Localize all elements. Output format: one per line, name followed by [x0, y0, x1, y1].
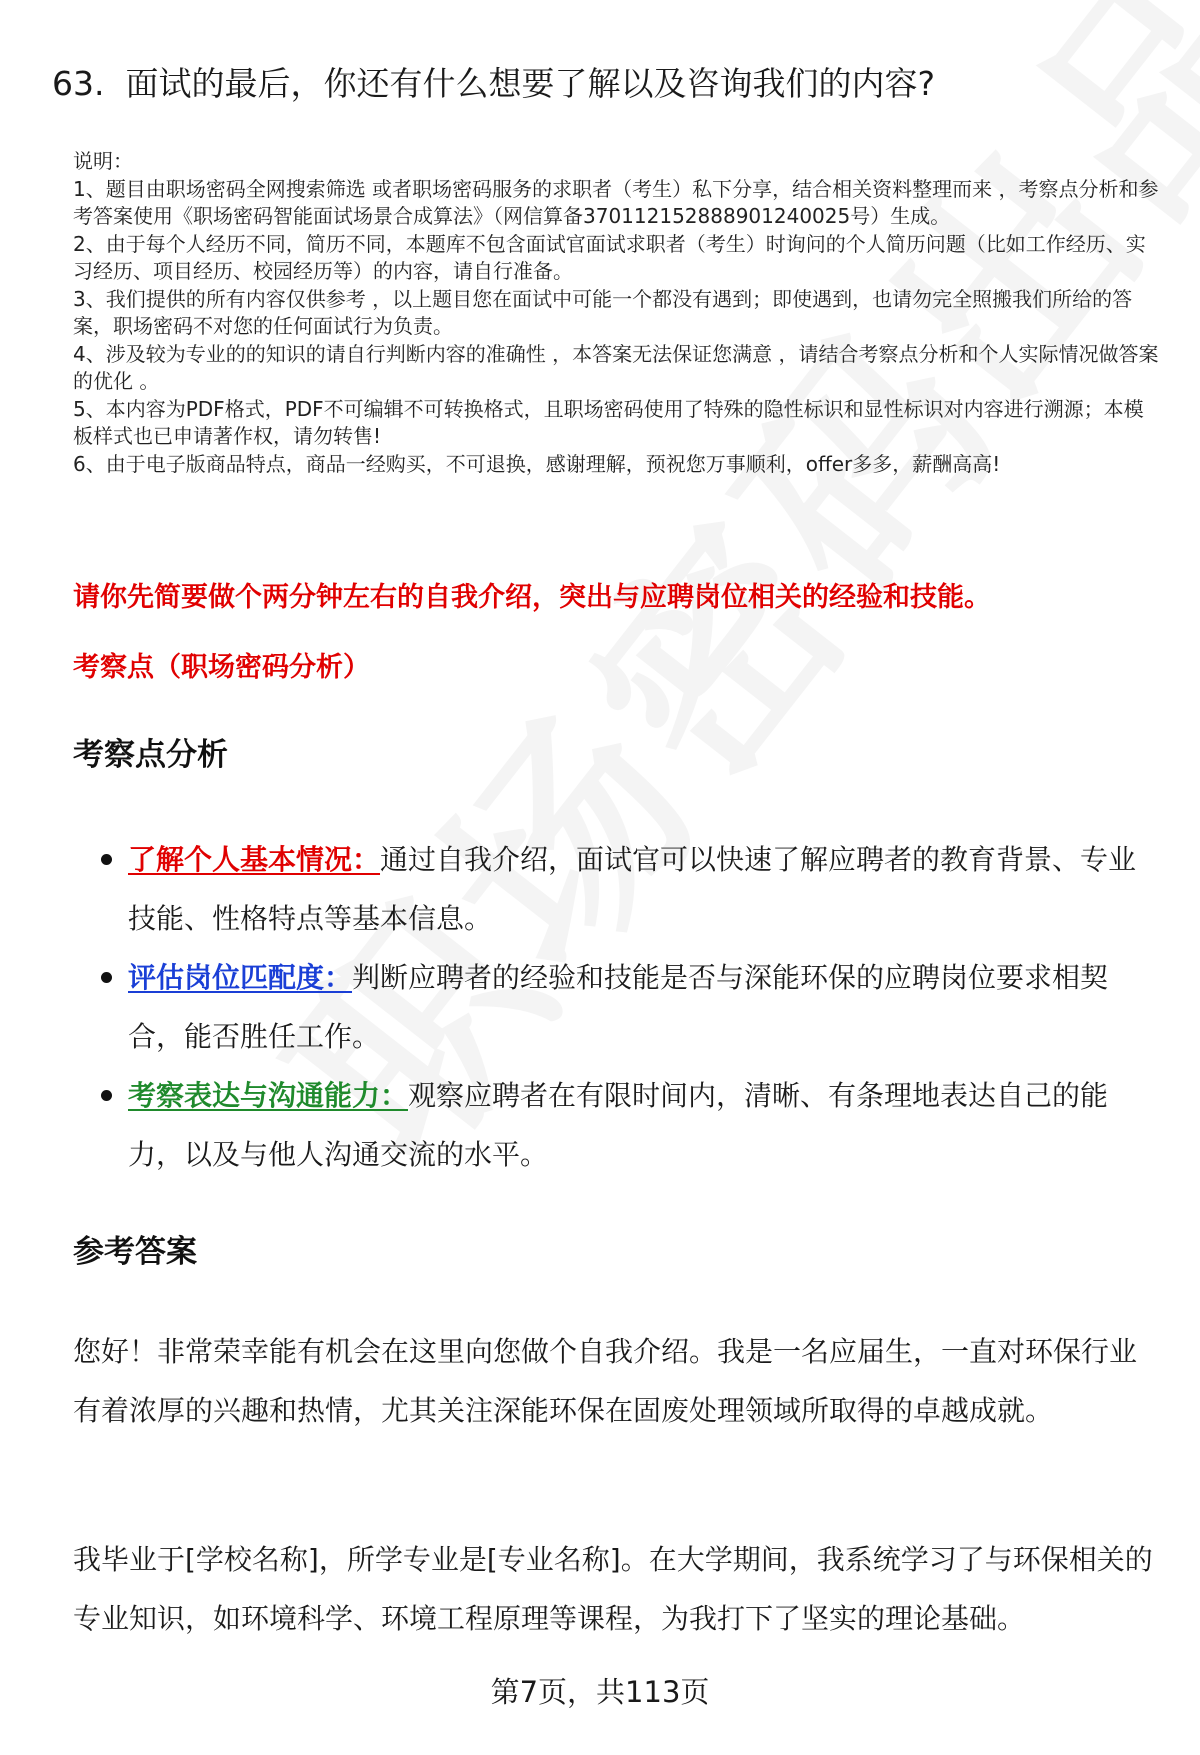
- note-item: 5、本内容为PDF格式，PDF不可编辑不可转换格式，且职场密码使用了特殊的隐性标识和显性标识对内容进行溯源；本模板样式也已申请著作权，请勿转售!: [73, 396, 1144, 448]
- question-title: [52, 62, 1172, 106]
- analysis-point: [73, 830, 1163, 948]
- note-item: 6、由于电子版商品特点，商品一经购买，不可退换，感谢理解，预祝您万事顺利，offer多多，薪酬高高!: [73, 451, 1001, 476]
- analysis-keyword: 考察表达与沟通能力：: [128, 1079, 409, 1112]
- page-footer: 第7页，共113页: [490, 1675, 710, 1709]
- bullet-dot-icon: [101, 972, 112, 983]
- note-item: 2、由于每个人经历不同，简历不同，本题库不包含面试官面试求职者（考生）时询问的个人简历问题（比如工作经历、实习经历、项目经历、校园经历等）的内容，请自行准备。: [73, 231, 1146, 283]
- note-item: 3、我们提供的所有内容仅供参考 ，以上题目您在面试中可能一个都没有遇到；即使遇到，也请勿完全照搬我们所给的答案，职场密码不对您的任何面试行为负责。: [73, 286, 1133, 338]
- analysis-label: 考察点（职场密码分析）: [73, 652, 370, 683]
- answer-paragraph: 您好！非常荣幸能有机会在这里向您做个自我介绍。我是一名应届生，一直对环保行业有着浓厚的兴趣和热情，尤其关注深能环保在固废处理领域所取得的卓越成就。: [73, 1335, 1138, 1427]
- notes-section: [73, 148, 1163, 478]
- question-text: 面试的最后，你还有什么想要了解以及咨询我们的内容?: [125, 64, 935, 103]
- bullet-dot-icon: [101, 854, 112, 865]
- question-number: 63.: [52, 64, 105, 103]
- analysis-point: [73, 948, 1163, 1066]
- answer-paragraph: 我毕业于[学校名称]，所学专业是[专业名称]。在大学期间，我系统学习了与环保相关的专业知识，如环境科学、环境工程原理等课程，为我打下了坚实的理论基础。: [73, 1543, 1153, 1635]
- analysis-list: [73, 830, 1163, 1184]
- note-item: 1、题目由职场密码全网搜索筛选 或者职场密码服务的求职者（考生）私下分享，结合相关资料整理而来 ，考察点分析和参考答案使用《职场密码智能面试场景合成算法》（网信算备370112152888901240025号）生成。: [73, 176, 1159, 228]
- analysis-keyword: 了解个人基本情况：: [128, 843, 381, 876]
- analysis-point: [73, 1066, 1163, 1184]
- analysis-text: 通过自我介绍，面试官可以快速了解应聘者的教育背景、专业技能、性格特点等基本信息。: [128, 843, 1137, 935]
- analysis-text: 观察应聘者在有限时间内，清晰、有条理地表达自己的能力，以及与他人沟通交流的水平。: [128, 1079, 1109, 1171]
- bullet-dot-icon: [101, 1090, 112, 1101]
- analysis-text: 判断应聘者的经验和技能是否与深能环保的应聘岗位要求相契合，能否胜任工作。: [128, 961, 1109, 1053]
- analysis-heading: 考察点分析: [73, 737, 228, 773]
- analysis-keyword: 评估岗位匹配度：: [128, 961, 353, 994]
- interview-question: 请你先简要做个两分钟左右的自我介绍，突出与应聘岗位相关的经验和技能。: [73, 582, 991, 613]
- note-item: 4、涉及较为专业的的知识的请自行判断内容的准确性 ，本答案无法保证您满意 ，请结合考察点分析和个人实际情况做答案的优化 。: [73, 341, 1159, 393]
- notes-heading: 说明：: [73, 149, 133, 173]
- answer-heading: 参考答案: [73, 1234, 197, 1270]
